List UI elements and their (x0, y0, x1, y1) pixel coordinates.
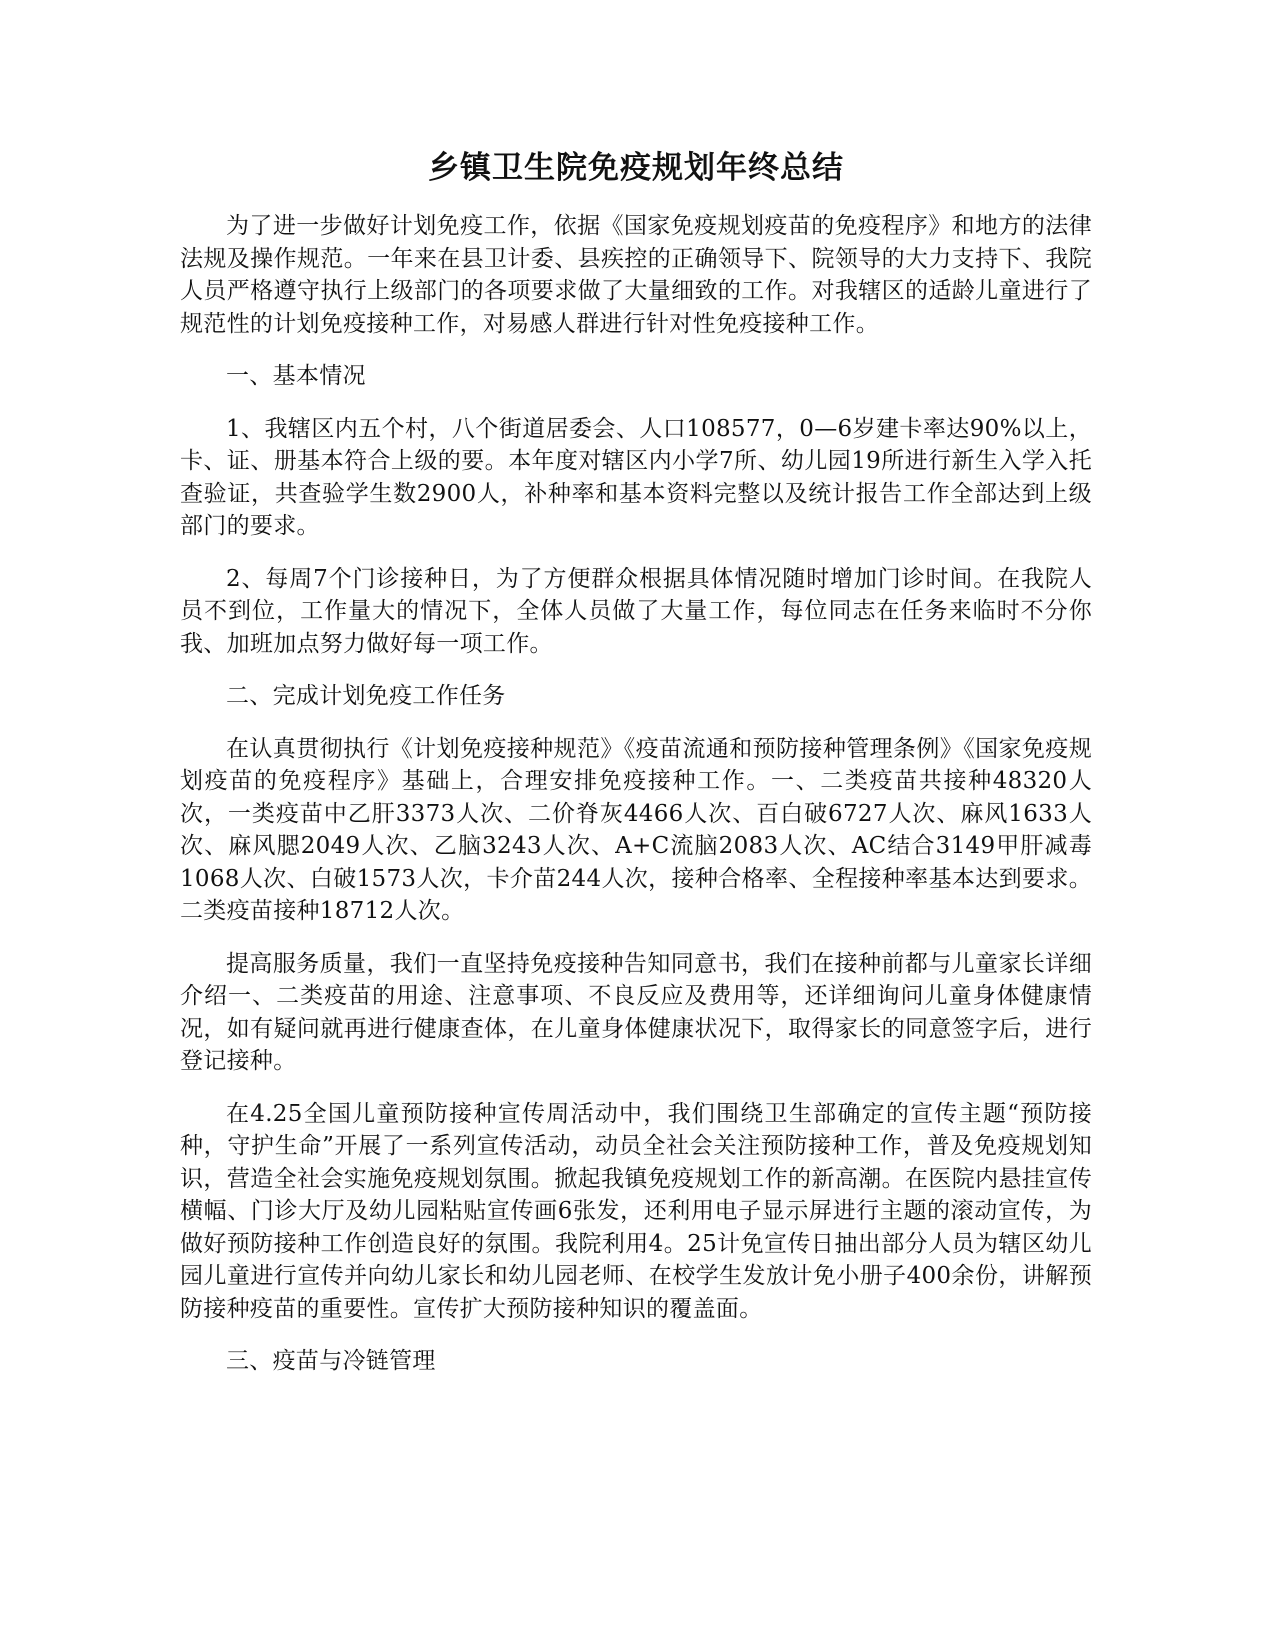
service-quality-paragraph: 提高服务质量，我们一直坚持免疫接种告知同意书，我们在接种前都与儿童家长详细介绍一、二类疫苗的用途、注意事项、不良反应及费用等，还详细询问儿童身体健康情况，如有疑问就再进行健康查体，在儿童身体健康状况下，取得家长的同意签字后，进行登记接种。 (180, 950, 1092, 1074)
document-title: 乡镇卫生院免疫规划年终总结 (428, 150, 844, 186)
publicity-week-paragraph: 在4.25全国儿童预防接种宣传周活动中，我们围绕卫生部确定的宣传主题“预防接种，守护生命”开展了一系列宣传活动，动员全社会关注预防接种工作，普及免疫规划知识，营造全社会实施免疫规划氛围。掀起我镇免疫规划工作的新高潮。在医院内悬挂宣传横幅、门诊大厅及幼儿园粘贴宣传画6张发，还利用电子显示屏进行主题的滚动宣传，为做好预防接种工作创造良好的氛围。我院利用4。25计免宣传日抽出部分人员为辖区幼儿园儿童进行宣传并向幼儿家长和幼儿园老师、在校学生发放计免小册子400余份，讲解预防接种疫苗的重要性。宣传扩大预防接种知识的覆盖面。 (180, 1100, 1092, 1322)
basic-situation-paragraph-2: 2、每周7个门诊接种日，为了方便群众根据具体情况随时增加门诊时间。在我院人员不到位，工作量大的情况下，全体人员做了大量工作，每位同志在任务来临时不分你我、加班加点努力做好每一项工作。 (180, 565, 1092, 657)
section-heading-immunization-tasks: 二、完成计划免疫工作任务 (226, 683, 506, 709)
section-heading-basic-situation: 一、基本情况 (226, 363, 366, 389)
document-body (180, 210, 1092, 1398)
section-heading-vaccine-cold-chain: 三、疫苗与冷链管理 (226, 1348, 436, 1374)
basic-situation-paragraph-1: 1、我辖区内五个村，八个街道居委会、人口108577，0—6岁建卡率达90%以上，卡、证、册基本符合上级的要。本年度对辖区内小学7所、幼儿园19所进行新生入学入托查验证，共查验学生数2900人，补种率和基本资料完整以及统计报告工作全部达到上级部门的要求。 (180, 415, 1092, 539)
immunization-tasks-paragraph: 在认真贯彻执行《计划免疫接种规范》《疫苗流通和预防接种管理条例》《国家免疫规划疫苗的免疫程序》基础上，合理安排免疫接种工作。一、二类疫苗共接种48320人次，一类疫苗中乙肝3373人次、二价脊灰4466人次、百白破6727人次、麻风1633人次、麻风腮2049人次、乙脑3243人次、A+C流脑2083人次、AC结合3149甲肝减毒1068人次、白破1573人次，卡介苗244人次，接种合格率、全程接种率基本达到要求。二类疫苗接种18712人次。 (180, 735, 1092, 924)
intro-paragraph: 为了进一步做好计划免疫工作，依据《国家免疫规划疫苗的免疫程序》和地方的法律法规及操作规范。一年来在县卫计委、县疾控的正确领导下、院领导的大力支持下、我院人员严格遵守执行上级部门的各项要求做了大量细致的工作。对我辖区的适龄儿童进行了规范性的计划免疫接种工作，对易感人群进行针对性免疫接种工作。 (180, 213, 1092, 337)
